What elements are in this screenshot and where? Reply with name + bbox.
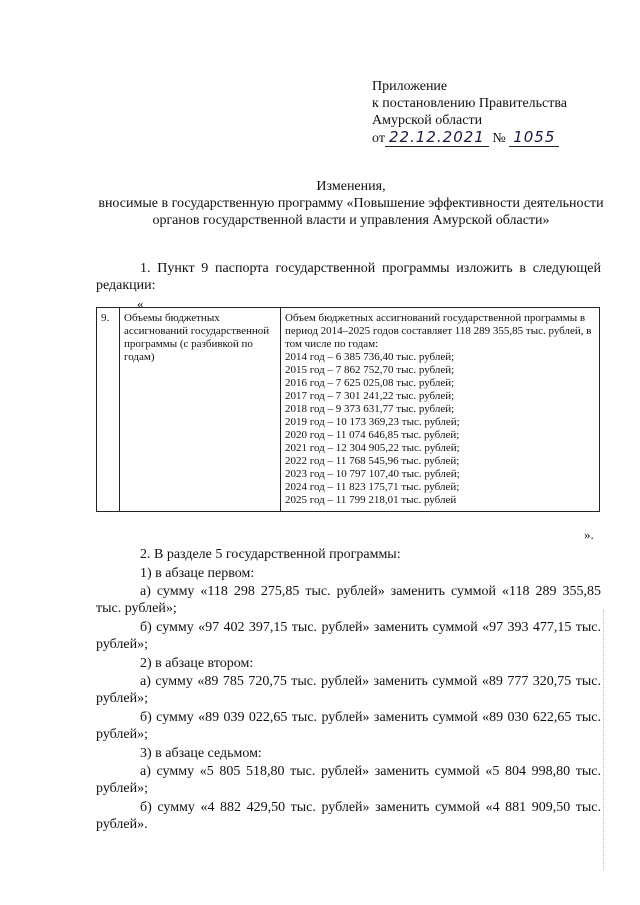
item-1-text: 1. Пункт 9 паспорта государственной программы изложить в следующей редакции: xyxy=(96,261,601,293)
year-item: 2019 год – 10 173 369,23 тыс. рублей; xyxy=(285,416,460,428)
row-name: Объемы бюджетных ассигнований государственной программы (с разбивкой по годам) xyxy=(120,308,281,512)
subitem-1b: б) сумму «97 402 397,15 тыс. рублей» заменить суммой «97 393 477,15 тыс. рублей»; xyxy=(96,620,601,652)
subitem-3a: а) сумму «5 805 518,80 тыс. рублей» заменить суммой «5 804 998,80 тыс. рублей»; xyxy=(96,764,601,796)
close-quote: ». xyxy=(584,527,594,542)
subitem-2b: б) сумму «89 039 022,65 тыс. рублей» заменить суммой «89 030 622,65 тыс. рублей»; xyxy=(96,710,601,742)
year-item: 2023 год – 10 797 107,40 тыс. рублей; xyxy=(285,468,460,480)
appendix-label: Приложение xyxy=(372,79,448,94)
appendix-decree-line: к постановлению Правительства xyxy=(372,96,568,111)
year-item: 2020 год – 11 074 646,85 тыс. рублей; xyxy=(285,429,460,441)
number-prefix: № xyxy=(492,131,506,146)
year-item: 2018 год – 9 373 631,77 тыс. рублей; xyxy=(285,403,455,415)
appendix-date-line xyxy=(372,129,567,147)
year-item: 2015 год – 7 862 752,70 тыс. рублей; xyxy=(285,364,455,376)
year-item: 2021 год – 12 304 905,22 тыс. рублей; xyxy=(285,442,460,454)
table-row xyxy=(97,308,600,512)
year-item: 2014 год – 6 385 736,40 тыс. рублей; xyxy=(285,351,455,363)
subitem-3b: б) сумму «4 882 429,50 тыс. рублей» заменить суммой «4 881 909,50 тыс. рублей». xyxy=(96,800,601,832)
year-item: 2024 год – 11 823 175,71 тыс. рублей; xyxy=(285,481,460,493)
subitem-2-heading: 2) в абзаце втором: xyxy=(140,656,254,671)
year-item: 2025 год – 11 799 218,01 тыс. рублей xyxy=(285,494,457,506)
scan-margin-dots xyxy=(603,610,605,870)
subitem-1-heading: 1) в абзаце первом: xyxy=(140,566,255,581)
subitem-1a: а) сумму «118 298 275,85 тыс. рублей» заменить суммой «118 289 355,85 тыс. рублей»; xyxy=(96,584,601,616)
budget-intro: Объем бюджетных ассигнований государственной программы в период 2014–2025 годов составляет 118 289 355,85 тыс. рублей, в том числе по годам: xyxy=(285,312,592,350)
passport-table xyxy=(96,307,600,512)
appendix-header xyxy=(372,78,567,147)
year-list xyxy=(285,351,595,507)
subitem-3-heading: 3) в абзаце седьмом: xyxy=(140,746,262,761)
title-subtitle: вносимые в государственную программу «Повышение эффективности деятельности органов государственной власти и управления Амурской области» xyxy=(98,196,604,228)
row-value xyxy=(281,308,600,512)
year-item: 2016 год – 7 625 025,08 тыс. рублей; xyxy=(285,377,455,389)
document-title xyxy=(96,178,606,229)
appendix-region-line: Амурской области xyxy=(372,113,483,128)
subitem-2a: а) сумму «89 785 720,75 тыс. рублей» заменить суммой «89 777 320,75 тыс. рублей»; xyxy=(96,674,601,706)
item-2-heading: 2. В разделе 5 государственной программы: xyxy=(140,547,401,562)
row-number: 9. xyxy=(97,308,120,512)
open-quote: « xyxy=(137,296,144,311)
year-item: 2017 год – 7 301 241,22 тыс. рублей; xyxy=(285,390,455,402)
handwritten-date: 22.12.2021 xyxy=(385,128,489,147)
date-prefix: от xyxy=(372,131,385,146)
year-item: 2022 год – 11 768 545,96 тыс. рублей; xyxy=(285,455,460,467)
title-heading: Изменения, xyxy=(316,179,386,194)
handwritten-number: 1055 xyxy=(509,128,559,147)
